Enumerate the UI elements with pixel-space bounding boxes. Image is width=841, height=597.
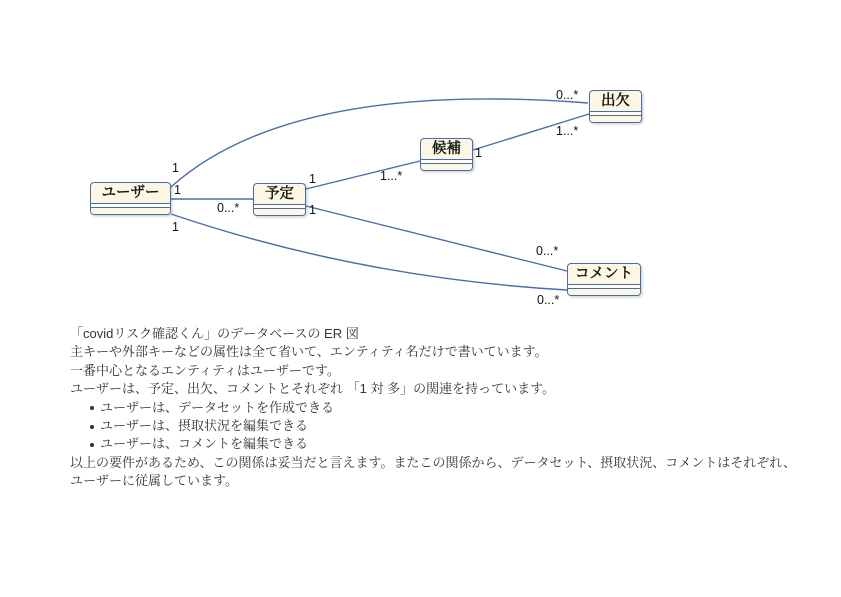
entity-attendance-footer (590, 116, 641, 122)
entity-schedule-name: 予定 (254, 184, 305, 205)
cardinality-candidate-attendance-attendance-side: 1...* (556, 124, 579, 138)
requirement-item: ユーザーは、コメントを編集できる (70, 435, 806, 453)
caption-line-1: 主キーや外部キーなどの属性は全て省いて、エンティティ名だけで書いています。 (70, 344, 548, 360)
requirement-item: ユーザーは、摂取状況を編集できる (70, 417, 806, 435)
entity-user-footer (91, 208, 170, 214)
cardinality-candidate-attendance-candidate-side: 1 (475, 146, 482, 160)
entity-schedule-footer (254, 209, 305, 215)
caption-title: 「covidリスク確認くん」のデータベースの ER 図 (70, 326, 359, 341)
cardinality-schedule-comment-schedule-side: 1 (309, 203, 316, 217)
entity-attendance (589, 90, 642, 123)
caption-line-2: 一番中心となるエンティティはユーザーです。 (70, 362, 340, 378)
entity-comment (567, 263, 641, 296)
description-block (70, 325, 806, 491)
entity-user-name: ユーザー (91, 183, 170, 204)
cardinality-user-schedule-schedule-side: 0...* (217, 201, 240, 215)
cardinality-user-comment-comment-side: 0...* (537, 293, 560, 307)
entity-comment-footer (568, 289, 640, 295)
requirements-list (70, 399, 806, 454)
line-user-comment (171, 214, 567, 290)
cardinality-schedule-candidate-candidate-side: 1...* (380, 169, 403, 183)
requirement-item: ユーザーは、データセットを作成できる (70, 399, 806, 417)
line-schedule-candidate (306, 161, 420, 189)
cardinality-user-attendance-attendance-side: 0...* (556, 88, 579, 102)
entity-user (90, 182, 171, 215)
cardinality-schedule-comment-comment-side: 0...* (536, 244, 559, 258)
cardinality-schedule-candidate-schedule-side: 1 (309, 172, 316, 186)
caption-line-3: ユーザーは、予定、出欠、コメントとそれぞれ 「1 対 多」の関連を持っています。 (70, 381, 556, 397)
entity-candidate-name: 候補 (421, 139, 472, 160)
entity-attendance-name: 出欠 (590, 91, 641, 112)
cardinality-user-attendance-user-side: 1 (172, 161, 179, 175)
entity-candidate-footer (421, 164, 472, 170)
entity-comment-name: コメント (568, 264, 640, 285)
closing-paragraph: 以上の要件があるため、この関係は妥当だと言えます。またこの関係から、データセット、摂取状況、コメントはそれぞれ、ユーザーに従属しています。 (70, 454, 797, 489)
cardinality-user-comment-user-side: 1 (172, 220, 179, 234)
entity-candidate (420, 138, 473, 171)
cardinality-user-schedule-user-side: 1 (174, 183, 181, 197)
entity-schedule (253, 183, 306, 216)
